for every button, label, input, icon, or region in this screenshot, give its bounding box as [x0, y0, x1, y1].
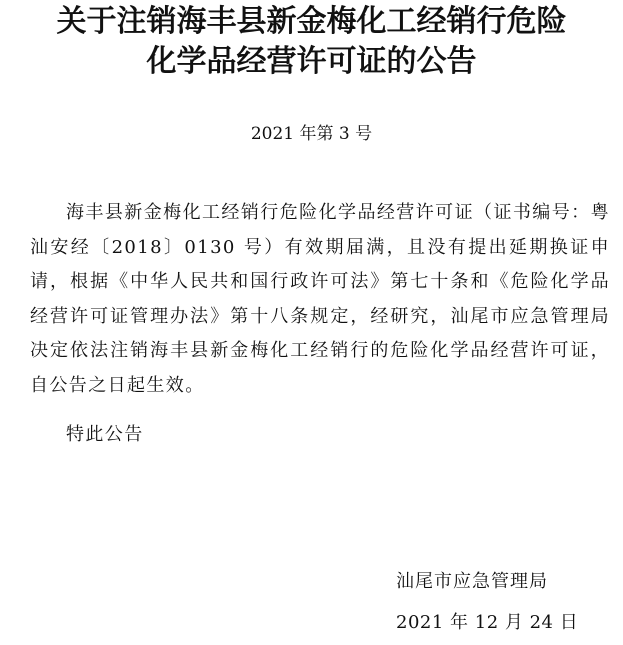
document-number: 2021 年第 3 号: [250, 124, 373, 144]
closing-phrase: 特此公告: [66, 424, 144, 445]
title-line-1: 关于注销海丰县新金梅化工经销行危险: [56, 4, 567, 39]
title-line-2: 化学品经营许可证的公告: [146, 44, 477, 79]
signature-date: 2021 年 12 月 24 日: [396, 612, 579, 633]
body-paragraph: 海丰县新金梅化工经销行危险化学品经营许可证（证书编号：粤汕安经〔2018〕0130 号）有效期届满，且没有提出延期换证申请，根据《中华人民共和国行政许可法》第七十条和《危险化学品经营许可证管理办法》第十八条规定，经研究，汕尾市应急管理局决定依法注销海丰县新金梅化工经销行的危险化学品经营许可证，自公告之日起生效。: [30, 202, 610, 396]
signature-organization: 汕尾市应急管理局: [396, 571, 548, 592]
